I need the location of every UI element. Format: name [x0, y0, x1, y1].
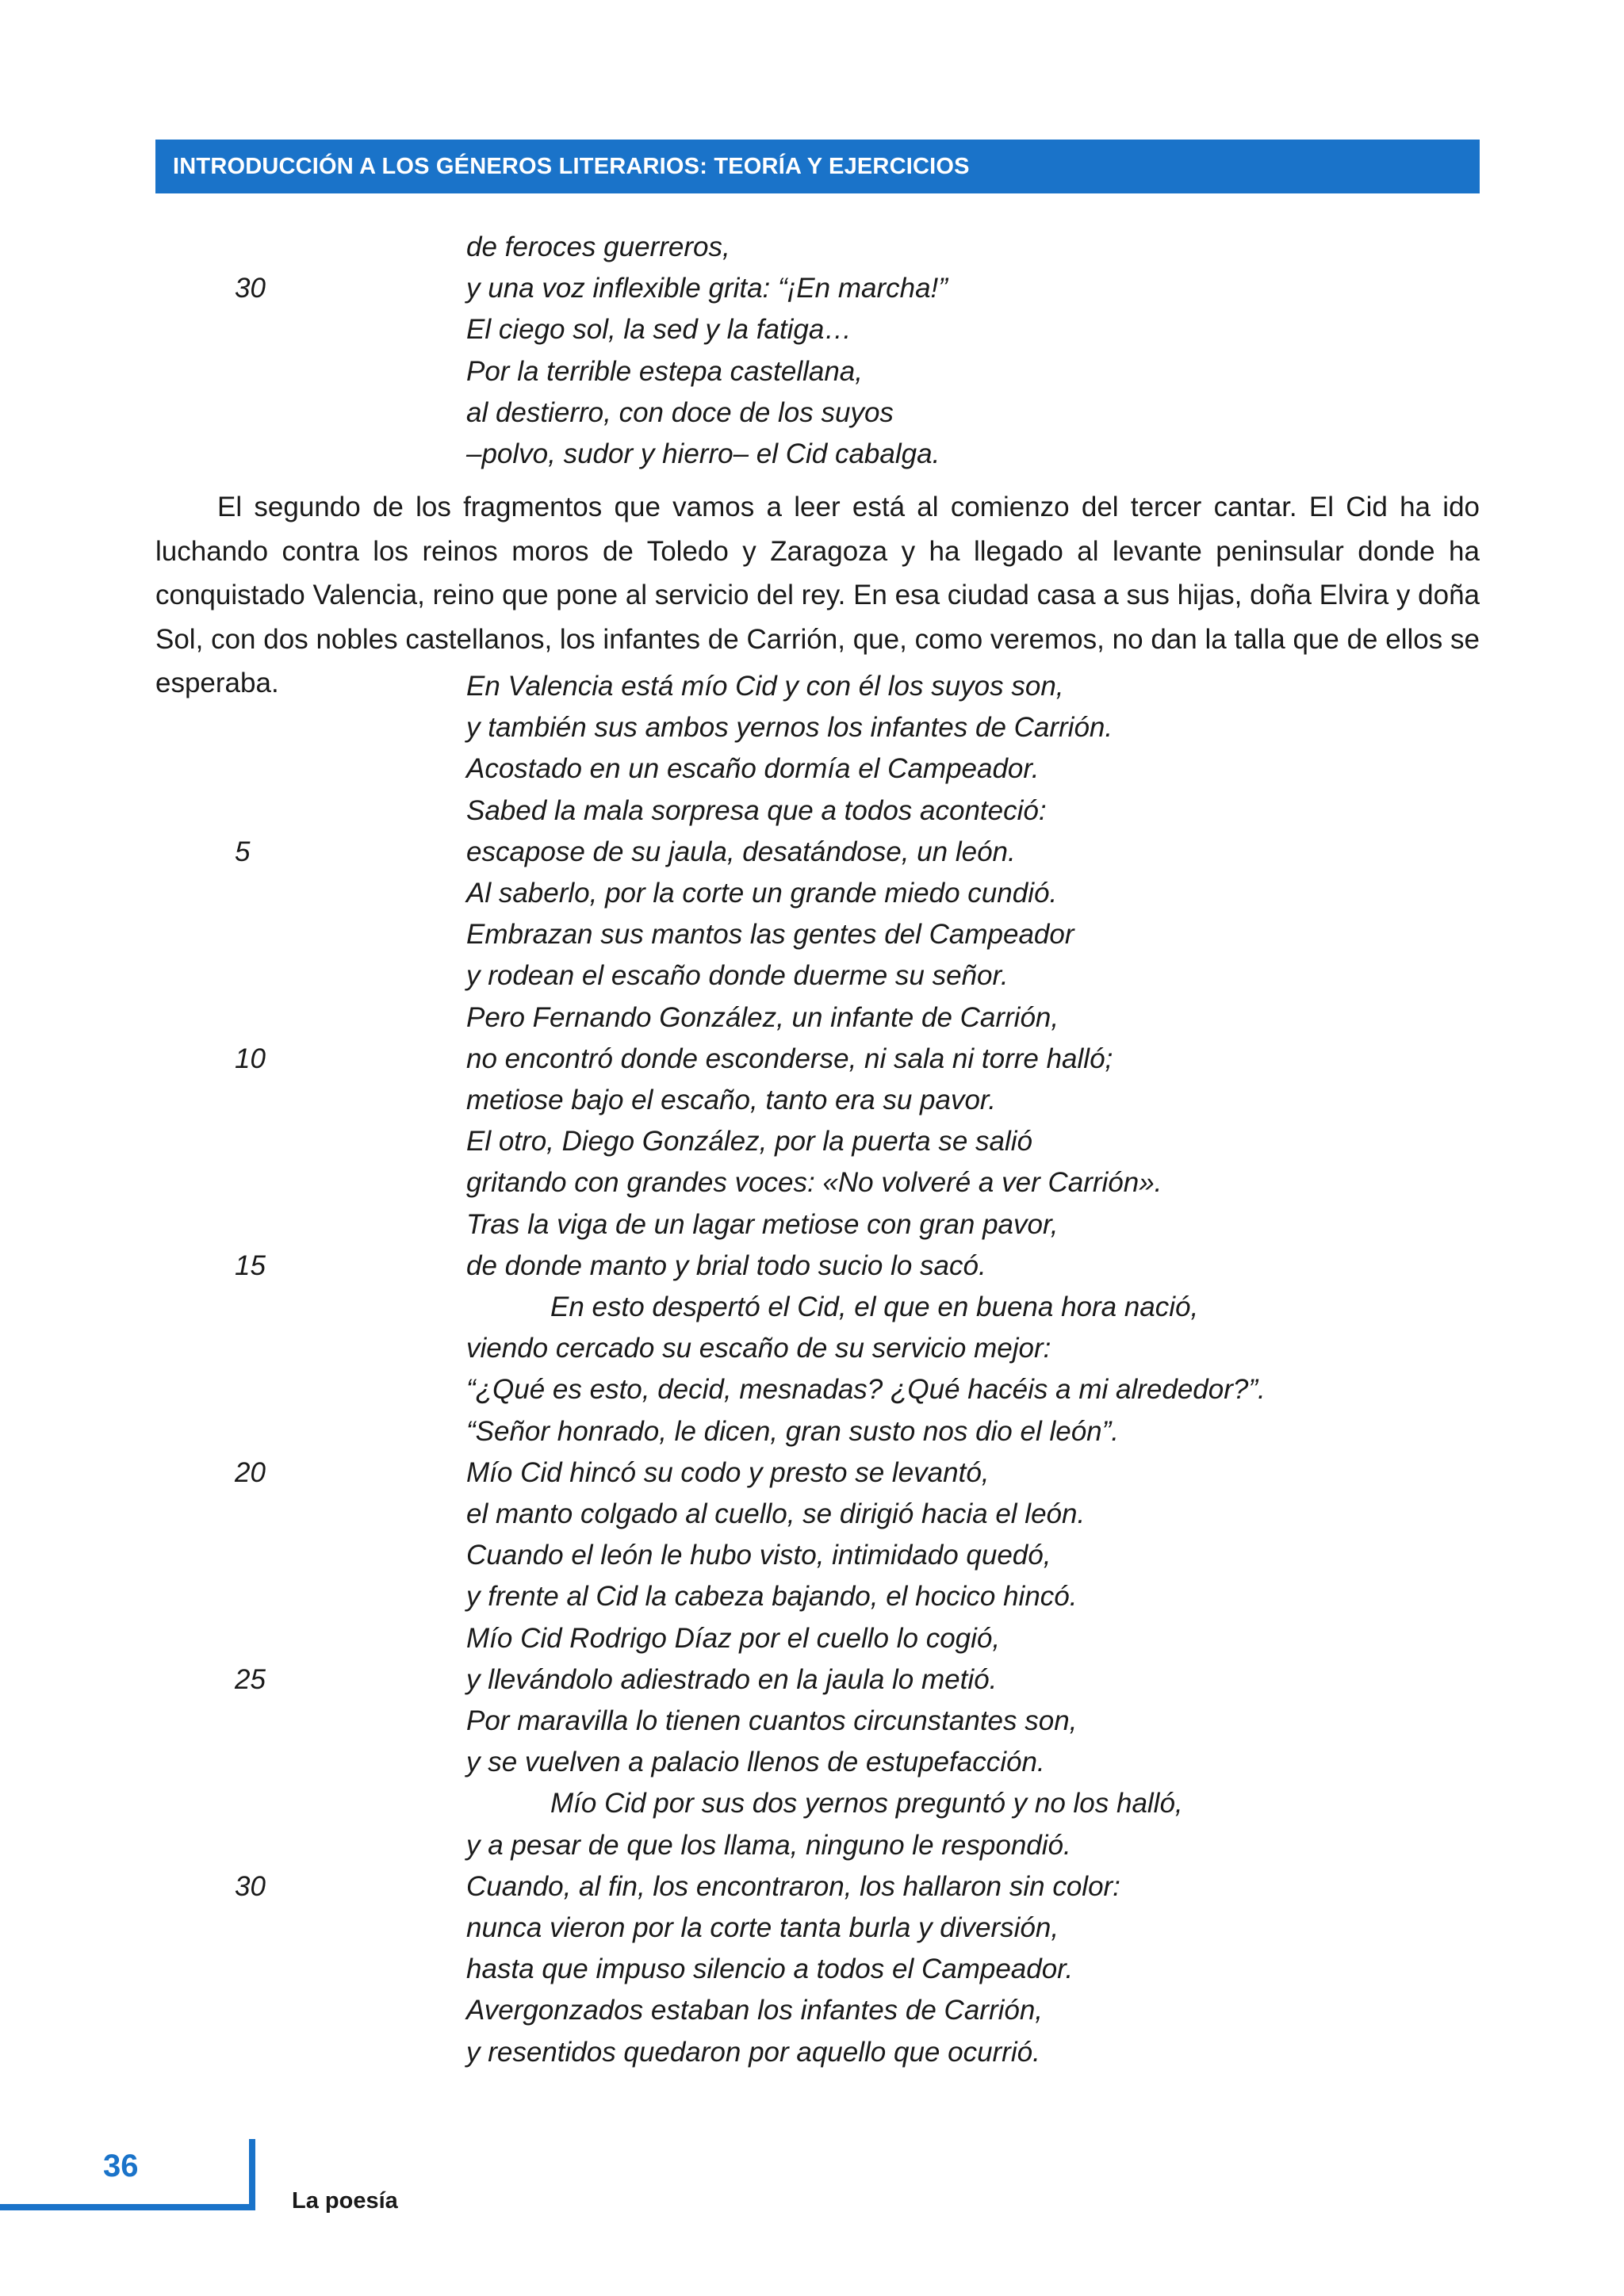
verse-line: Mío Cid hincó su codo y presto se levantó,	[466, 1456, 990, 1488]
verse-line: hasta que impuso silencio a todos el Campeador.	[466, 1954, 1074, 1985]
verse-line: y rodean el escaño donde duerme su señor.	[466, 960, 1009, 992]
page-number: 36	[103, 2149, 139, 2183]
verse-line: Cuando, al fin, los encontraron, los hallaron sin color:	[466, 1870, 1120, 1902]
verse-line: no encontró donde esconderse, ni sala ni torre halló;	[466, 1043, 1113, 1074]
verse-line: Por maravilla lo tienen cuantos circunstantes son,	[466, 1705, 1078, 1736]
verse-line: El otro, Diego González, por la puerta se salió	[466, 1126, 1032, 1158]
verse-line: de feroces guerreros,	[466, 232, 730, 262]
header-title: INTRODUCCIÓN A LOS GÉNEROS LITERARIOS: TEORÍA Y EJERCICIOS	[173, 153, 970, 179]
verse-line: Mío Cid Rodrigo Díaz por el cuello lo cogió,	[466, 1622, 1001, 1654]
verse-line: viendo cercado su escaño de su servicio mejor:	[466, 1333, 1051, 1364]
footer-vertical-rule	[249, 2139, 255, 2210]
verse-line: El ciego sol, la sed y la fatiga…	[466, 314, 852, 346]
verse-line: y llevándolo adiestrado en la jaula lo metió.	[466, 1663, 998, 1695]
line-number: 30	[235, 1870, 266, 1902]
prose-paragraph: El segundo de los fragmentos que vamos a leer está al comienzo del tercer cantar. El Cid ha ido luchando contra los reinos moros de Toledo y Zaragoza y ha llegado al levante peninsular donde ha conquistado Valencia, reino que pone al servicio del rey. En esa ciudad casa a sus hijas, doña Elvira y doña Sol, con dos nobles castellanos, los infantes de Carrión, que, como veremos, no dan la talla que de ellos se esperaba.	[155, 492, 1480, 698]
verse-line: y se vuelven a palacio llenos de estupefacción.	[466, 1747, 1045, 1778]
verse-line: “¿Qué es esto, decid, mesnadas? ¿Qué hacéis a mi alrededor?”.	[466, 1374, 1266, 1406]
verse-line: al destierro, con doce de los suyos	[466, 396, 894, 428]
line-number: 5	[235, 836, 251, 867]
verse-line: En Valencia está mío Cid y con él los suyos son,	[466, 671, 1064, 702]
verse-line: En esto despertó el Cid, el que en buena hora nació,	[550, 1292, 1199, 1322]
verse-line: escapose de su jaula, desatándose, un león.	[466, 836, 1016, 867]
verse-line: Mío Cid por sus dos yernos preguntó y no los halló,	[550, 1788, 1183, 1820]
verse-line: Cuando el león le hubo visto, intimidado quedó,	[466, 1540, 1051, 1571]
verse-line: el manto colgado al cuello, se dirigió hacia el león.	[466, 1498, 1086, 1529]
header-bar	[155, 140, 1480, 193]
section-name: La poesía	[292, 2188, 398, 2214]
line-number: 20	[235, 1456, 266, 1488]
line-number: 10	[235, 1043, 266, 1074]
verse-line: gritando con grandes voces: «No volveré a ver Carrión».	[466, 1167, 1162, 1199]
verse-line: y a pesar de que los llama, ninguno le respondió.	[466, 1829, 1071, 1861]
verse-line: Acostado en un escaño dormía el Campeador.	[466, 753, 1040, 785]
verse-line: nunca vieron por la corte tanta burla y diversión,	[466, 1912, 1059, 1943]
verse-line: y frente al Cid la cabeza bajando, el hocico hincó.	[466, 1581, 1078, 1613]
verse-line: Por la terrible estepa castellana,	[466, 355, 863, 387]
verse-line: de donde manto y brial todo sucio lo sacó.	[466, 1249, 986, 1281]
line-number: 30	[235, 273, 266, 304]
line-number: 15	[235, 1249, 266, 1281]
line-number: 25	[235, 1663, 266, 1695]
verse-line: y una voz inflexible grita: “¡En marcha!”	[466, 273, 948, 304]
verse-line: metiose bajo el escaño, tanto era su pavor.	[466, 1085, 996, 1115]
verse-line: Al saberlo, por la corte un grande miedo cundió.	[466, 878, 1058, 909]
verse-line: y también sus ambos yernos los infantes de Carrión.	[466, 712, 1113, 744]
verse-line: Avergonzados estaban los infantes de Carrión,	[466, 1995, 1044, 2026]
verse-line: –polvo, sudor y hierro– el Cid cabalga.	[466, 438, 940, 469]
verse-line: Tras la viga de un lagar metiose con gran pavor,	[466, 1208, 1059, 1240]
footer-horizontal-rule	[0, 2204, 255, 2210]
verse-line: Sabed la mala sorpresa que a todos aconteció:	[466, 794, 1047, 826]
verse-line: Pero Fernando González, un infante de Carrión,	[466, 1001, 1059, 1033]
verse-line: Embrazan sus mantos las gentes del Campeador	[466, 919, 1074, 951]
verse-line: y resentidos quedaron por aquello que ocurrió.	[466, 2036, 1040, 2068]
verse-line: “Señor honrado, le dicen, gran susto nos dio el león”.	[466, 1415, 1120, 1447]
